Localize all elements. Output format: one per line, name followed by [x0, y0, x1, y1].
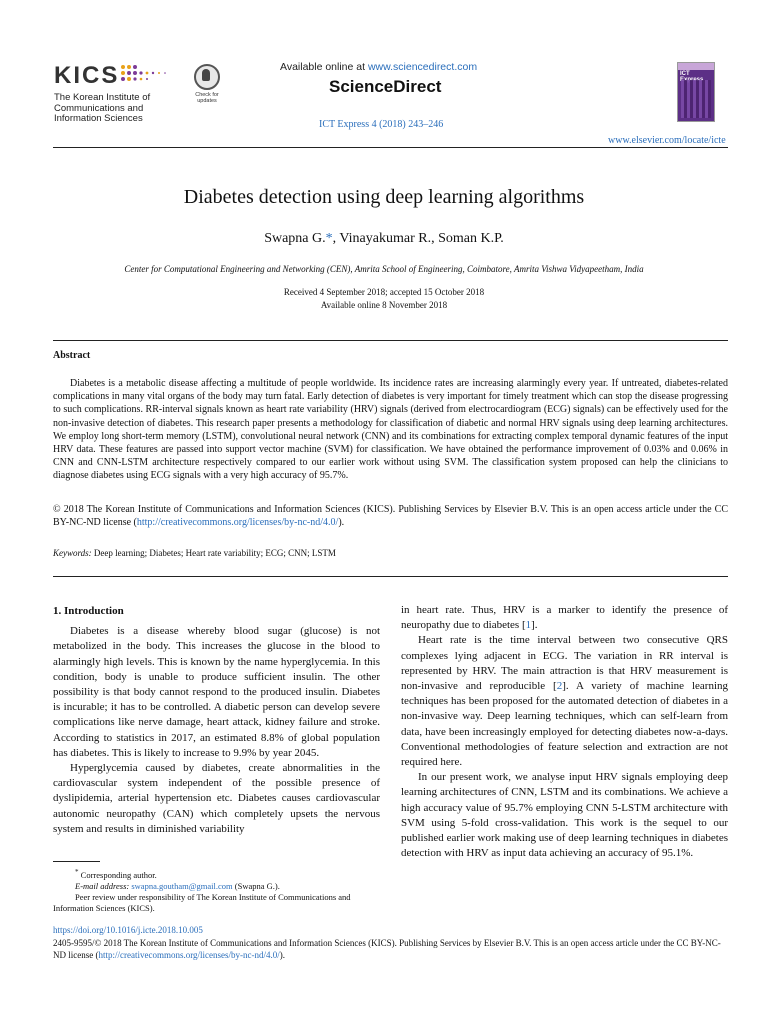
abstract-heading: Abstract — [53, 350, 91, 361]
body-paragraph: In our present work, we analyse input HRV signals employing deep learning architectures of CNN, LSTM and its combinations. We achieve a high accuracy value of 95.7% employing CNN 5-LSTM architecture with SVM using 5-fold cross-validation. This work is the sequel to our published earlier work making use of deep learning techniques in diabetes detection with HRV as input data achieving an accuracy of 95.1%. — [401, 771, 728, 860]
abstract-paragraph: Diabetes is a metabolic disease affecting a multitude of people worldwide. Its incidence rates are increasing alarmingly every year. If untreated, diabetes-related complications in many vital organs of the body may turn fatal. Early detection of diabetes is very important for timely treatment which can stop the disease progressing to such complications. RR-interval signals known as heart rate variability (HRV) signals (derived from electrocardiogram (ECG) signals) can be effectively used for the non-invasive detection of diabetes. This research paper presents a methodology for classification of diabetic and normal HRV signals using deep learning architectures. We employ long short-term memory (LSTM), convolutional neural network (CNN) and its combinations for extracting complex temporal dynamic features of the input HRV data. These features are passed into support vector machine (SVM) for classification. We have obtained the performance improvement of 0.03% and 0.06% in CNN and CNN-LSTM architecture respectively compared to our earlier work without using SVM. The classification system proposed can help the clinicians to diagnose diabetes using ECG signals with a very high accuracy of 95.7%. — [53, 378, 728, 482]
keywords-divider — [53, 576, 728, 577]
author-names-rest: , Vinayakumar R., Soman K.P. — [332, 231, 504, 246]
kics-wordmark: KICS — [54, 62, 120, 89]
section-heading: 1. Introduction — [53, 605, 124, 617]
footer-license-link[interactable]: http://creativecommons.org/licenses/by-nc-nd/4.0/ — [98, 949, 280, 960]
corresponding-text: Corresponding author. — [78, 869, 157, 880]
received-dates: Received 4 September 2018; accepted 15 October 2018 — [283, 287, 485, 297]
abstract-copyright — [53, 503, 728, 529]
sciencedirect-link[interactable]: www.sciencedirect.com — [367, 61, 478, 73]
sciencedirect-logo: ScienceDirect — [329, 77, 442, 96]
kics-subtitle — [54, 93, 150, 125]
author-list — [0, 231, 768, 247]
corresponding-footnote — [53, 867, 380, 881]
journal-reference[interactable]: ICT Express 4 (2018) 243–246 — [319, 119, 444, 130]
article-title: Diabetes detection using deep learning algorithms — [183, 186, 585, 208]
body-paragraph: Diabetes is a disease whereby blood sugar (glucose) is not metabolized in the body. This increases the glucose in the blood to alarmingly high levels. This is known by the name hyperglycemia. In this condition, body is unable to produce sufficient insulin. The other possibility is that body cannot respond to the produced insulin. Diabetes is incurable; it has to be controlled. A diabetic person can develop severe complications like nerve damage, heart attack, kidney failure and stroke. According to statistics in 2017, an estimated 8.8% of global population has diabetes. This is likely to increase to 9.9% by year 2045. — [53, 625, 380, 759]
peer-review-note: Peer review under responsibility of The Korean Institute of Communications and Information Sciences (KICS). — [53, 891, 351, 913]
footer-copyright-text: 2405-9595/© 2018 The Korean Institute of Communications and Information Sciences (KICS). Publishing Services by Elsevier B.V. This is an open access article under the CC BY-NC-ND license ( — [53, 938, 721, 960]
cover-label: ICT — [680, 71, 690, 77]
journal-cover-image — [677, 62, 715, 122]
available-online — [280, 61, 477, 73]
header-divider — [53, 147, 728, 148]
left-column — [53, 604, 380, 837]
online-date: Available online 8 November 2018 — [320, 300, 448, 310]
citation-link[interactable]: 1 — [525, 619, 532, 632]
paragraph-text: in heart rate. Thus, HRV is a marker to identify the presence of neuropathy due to diabetes [ — [401, 604, 728, 632]
footnotes — [53, 867, 380, 914]
right-column — [401, 603, 728, 861]
available-prefix: Available online at — [280, 61, 368, 73]
footer-copyright-end: ). — [279, 949, 286, 960]
doi-link[interactable]: https://doi.org/10.1016/j.icte.2018.10.005 — [53, 925, 203, 935]
keywords-label: Keywords: — [53, 548, 92, 558]
kics-dots-icon — [120, 64, 180, 84]
paragraph-text: ]. A variety of machine learning techniques has been proposed for the automated detection of diabetes in a non-invasive way. Deep learning techniques, which can self-learn from data, have been increasingly employed for detecting diabetes now-a-days. Conventional methodologies of feature selection and extraction are not required here. — [401, 680, 728, 769]
keywords-list: Deep learning; Diabetes; Heart rate variability; ECG; CNN; LSTM — [91, 548, 336, 558]
body-paragraph — [401, 603, 728, 633]
kics-subtitle-line: Communications and — [54, 102, 144, 114]
copyright-text: © 2018 The Korean Institute of Communications and Information Sciences (KICS). Publishing Services by Elsevier B.V. This is an open access article under the CC BY-NC-ND license ( — [53, 504, 728, 529]
paragraph-text: Heart rate is the time interval between two consecutive QRS complexes lying adjacent in ECG. The variation in RR interval is represented by HRV. The main attraction is that HRV measurement is non-invasive and reproducible [ — [401, 634, 728, 693]
citation-link[interactable]: 2 — [556, 680, 563, 693]
affiliation: Center for Computational Engineering and Networking (CEN), Amrita School of Engineering, Coimbatore, Amrita Vishwa Vidyapeetham, India — [124, 264, 644, 274]
email-footnote — [53, 881, 380, 892]
keywords — [53, 548, 336, 558]
abstract-divider — [53, 340, 728, 341]
email-label: E-mail address: — [75, 880, 130, 891]
footnote-mark: * — [75, 868, 79, 876]
email-link[interactable]: swapna.goutham@gmail.com — [131, 880, 233, 891]
kics-subtitle-line: Information Sciences — [54, 113, 143, 124]
email-name: (Swapna G.). — [232, 880, 280, 891]
check-updates-label: Check for updates — [195, 92, 219, 104]
body-paragraph — [401, 633, 728, 770]
body-paragraph: Hyperglycemia caused by diabetes, create abnormalities in the cardiovascular system independent of the possible presence of dyslipidemia, arterial hypertension etc. Diabetes causes cardiovascular autonomic neuropathy (CAN) which completely upsets the nervous system and results in diminished variability — [53, 762, 380, 835]
corresponding-author-link[interactable]: * — [325, 231, 333, 246]
check-for-updates-badge[interactable] — [193, 64, 221, 104]
author-name: Swapna G. — [264, 231, 326, 246]
elsevier-link[interactable]: www.elsevier.com/locate/icte — [608, 135, 726, 146]
license-link[interactable]: http://creativecommons.org/licenses/by-nc-nd/4.0/ — [136, 517, 339, 529]
kics-subtitle-line: The Korean Institute of — [54, 92, 151, 103]
footnote-divider — [53, 861, 100, 862]
copyright-end: ). — [338, 517, 345, 529]
abstract-body — [53, 377, 728, 483]
footer-copyright — [53, 938, 728, 961]
check-updates-icon — [194, 64, 220, 90]
paragraph-text: ]. — [531, 619, 538, 632]
